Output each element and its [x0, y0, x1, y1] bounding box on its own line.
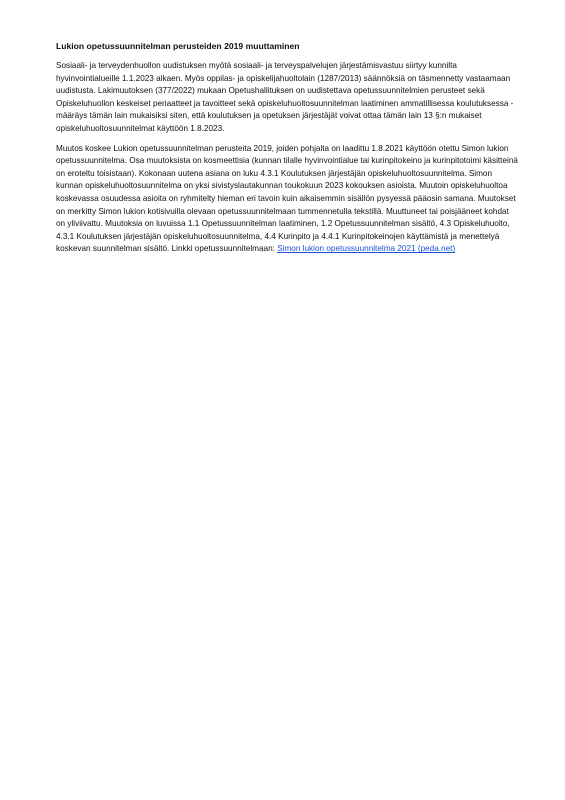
document-title: Lukion opetussuunnitelman perusteiden 2019 muuttaminen	[56, 41, 300, 51]
paragraph-changes-text: Muutos koskee Lukion opetussuunnitelman perusteita 2019, joiden pohjalta on laadittu 1.8.2021 käyttöön otettu Simon lukion opetussuunnitelma. Osa muutoksista on kosmeettisia (kunnan tilalle hyvinvointialue tai kurinpitokeino ja kurinpitotoimi käsitteinä on eroteltu toisistaan). Kokonaan uutena asiana on luku 4.3.1 Koulutuksen järjestäjän opiskeluhuoltosuunnitelma. Simon kunnan opiskeluhuoltosuunnitelma on yksi sivistyslautakunnan toukokuun 2023 kokouksen asioista. Muutoin opiskeluhuoltoa koskevassa osuudessa asioita on ryhmitelty hieman eri tavoin kuin aikaisemmin sisällön pysyessä pääosin samana. Muutokset on merkitty Simon lukion kotisivuilla olevaan opetussuunnitelmaan tummennetulla tekstillä. Muuttuneet tai poisjääneet kohdat on yliviivattu. Muutoksia on luvuissa 1.1 Opetussuunnitelman laatiminen, 1.2 Opetussuunnitelman sisältö, 4.3 Opiskeluhuolto, 4.3.1 Koulutuksen järjestäjän opiskeluhuoltosuunnitelma, 4.4 Kurinpito ja 4.4.1 Kurinpitokeinojen käyttämistä ja menettelyä koskevan suunnitelman sisältö. Linkki opetussuunnitelmaan:	[56, 143, 518, 254]
document-content	[56, 40, 518, 263]
paragraph-intro: Sosiaali- ja terveydenhuollon uudistuksen myötä sosiaali- ja terveyspalvelujen järjestämisvastuu siirtyy kunnilta hyvinvointialueille 1.1.2023 alkaen. Myös oppilas- ja opiskelijahuoltolain (1287/2013) säännöksiä on täsmennetty vastaamaan uudistusta. Lakimuutoksen (377/2022) mukaan Opetushallituksen on uudistettava opetussuunnitelmien perusteet sekä Opiskeluhuollon keskeiset periaatteet ja tavoitteet sekä opiskeluhuoltosuunnitelman laatiminen ammatillisessa koulutuksessa -määräys tämän lain mukaisiksi siten, että koulutuksen ja opetuksen järjestäjät voivat ottaa tämän lain 13 §:n mukaiset opiskeluhuoltosuunnitelmat käyttöön 1.8.2023.	[56, 61, 514, 133]
curriculum-link[interactable]: Simon lukion opetussuunnitelma 2021 (peda.net)	[277, 244, 456, 254]
paragraph-changes	[56, 143, 518, 256]
